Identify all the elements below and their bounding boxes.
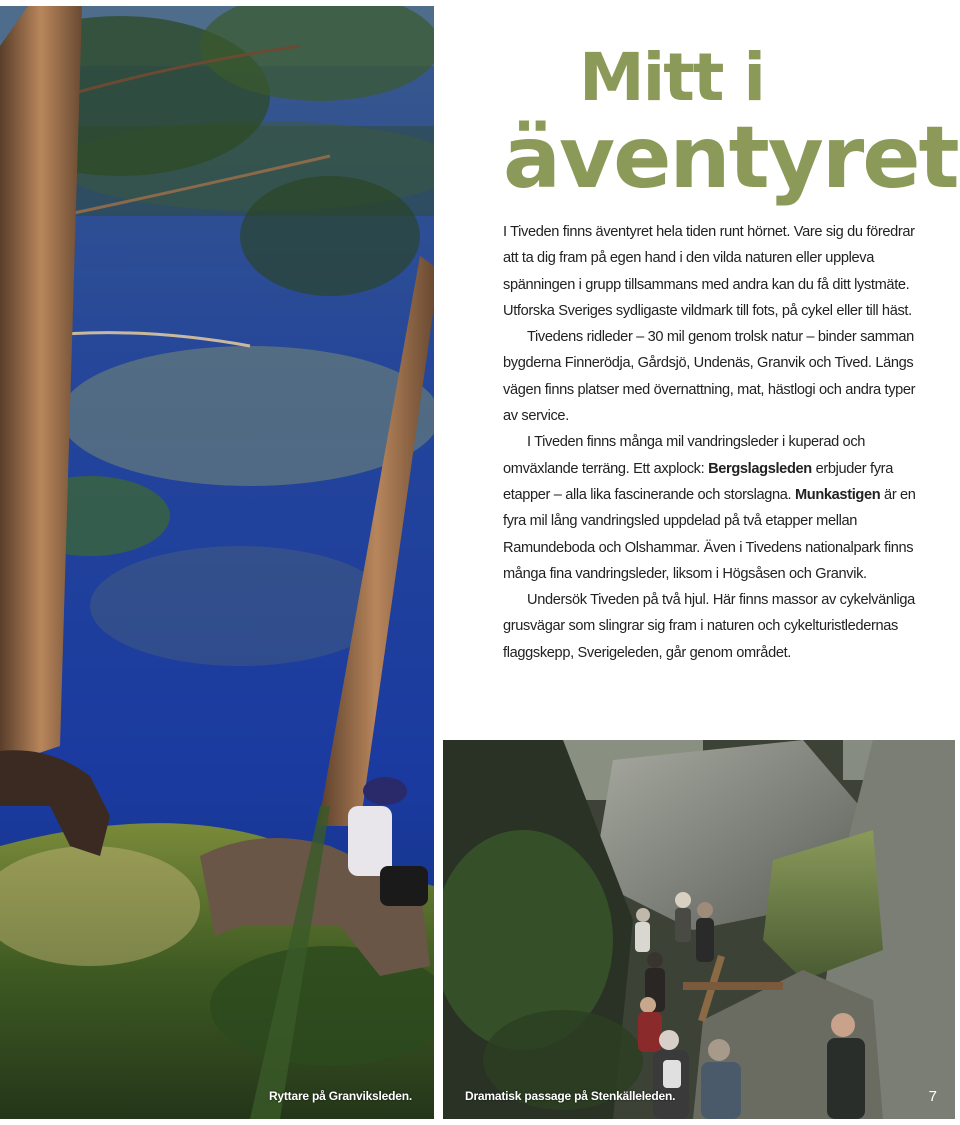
hiking-text-3: är en fyra mil lång vandringsled uppdelad på två etapper mellan Ramundeboda och Olshammar. Även i Tivedens nationalpark finns många fina vandringsleder, liksom i Högsåsen och Granvik. [503, 486, 916, 582]
article-paragraph-riding: Tivedens ridleder – 30 mil genom trolsk natur – binder samman bygderna Finnerödja, Gårdsjö, Undenäs, Granvik och Tived. Längs vägen finns platser med övernattning, mat, hästlogi och andra typer av service. [503, 329, 916, 425]
photo-rock-passage-illustration [443, 740, 955, 1119]
article-paragraph-hiking [503, 429, 923, 587]
hiking-text-2: erbjuder fyra etapper – alla lika fascinerande och storslagna. [503, 460, 893, 503]
article-paragraph-intro: I Tiveden finns äventyret hela tiden runt hörnet. Vare sig du föredrar att ta dig fram på egen hand i den vilda naturen eller uppleva spänningen i grupp tillsammans med andra kan du få ditt lystmäte. Utforska Sveriges sydligaste vildmark till fots, på cykel eller till häst. [503, 224, 915, 319]
article-body [503, 219, 923, 666]
photo-rock-passage [443, 740, 955, 1119]
photo-caption-riders: Ryttare på Granviksleden. [268, 1089, 412, 1103]
photo-caption-rock-passage: Dramatisk passage på Stenkälleleden. [465, 1089, 676, 1103]
page-title-line-1: Mitt i [579, 39, 765, 116]
page-number: 7 [928, 1088, 937, 1105]
bergslagsleden-highlight: Bergslagsleden [708, 460, 812, 477]
page-title-line-2: äventyret [503, 108, 958, 208]
article-paragraph-cycling: Undersök Tiveden på två hjul. Här finns massor av cykelvänliga grusvägar som slingrar sig fram i naturen och cykelturistledernas flaggskepp, Sverigeleden, går genom området. [503, 592, 915, 661]
photo-riders-lake [0, 6, 434, 1119]
photo-riders-lake-illustration [0, 6, 434, 1119]
page-title [503, 39, 958, 208]
hiking-text-1: I Tiveden finns många mil vandringsleder i kuperad och omväxlande terräng. Ett axplock: [503, 434, 866, 477]
munkastigen-highlight: Munkastigen [794, 486, 881, 503]
